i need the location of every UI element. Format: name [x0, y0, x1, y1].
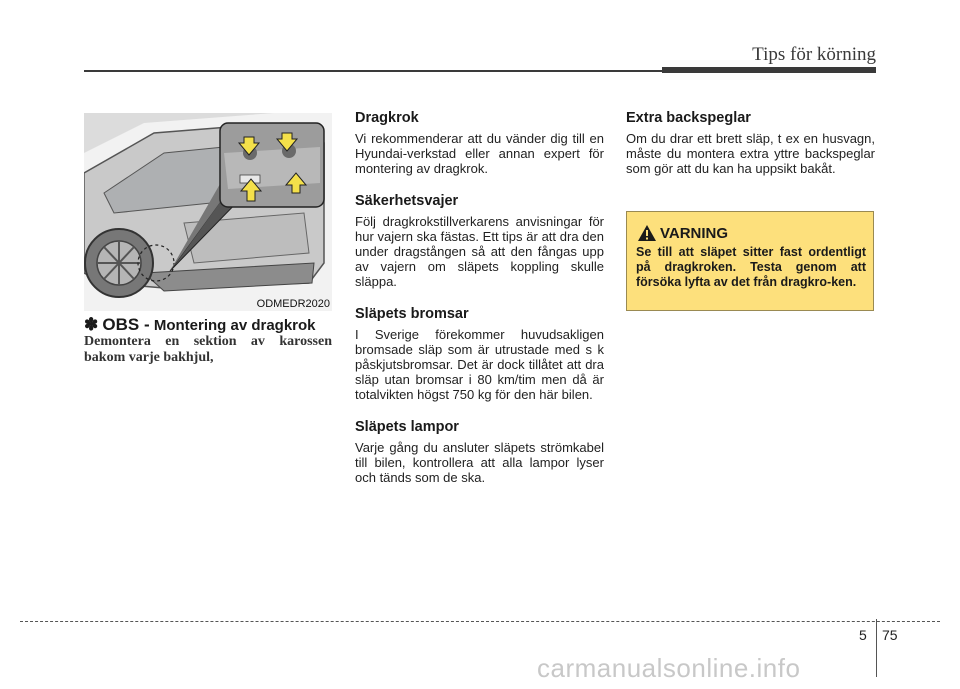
section-heading: Dragkrok: [355, 110, 419, 126]
obs-body: Demontera en sektion av karossen bakom varje bakhjul,: [84, 334, 332, 365]
warning-box: [626, 211, 874, 311]
warning-header: [637, 223, 728, 243]
obs-symbol: ✽: [84, 315, 99, 334]
section-extra-backspeglar: [626, 110, 875, 176]
header-rule: [84, 70, 662, 72]
section-slapets-lampor: [355, 419, 604, 485]
column-middle: [355, 110, 604, 502]
column-right: [626, 110, 875, 193]
section-sakerhetsvajer: [355, 193, 604, 289]
rear-car-illustration: [84, 113, 332, 311]
section-text: Vi rekommenderar att du vänder dig till en Hyundai-verkstad eller annan expert för montering av dragkrok.: [355, 131, 604, 176]
section-heading: Säkerhetsvajer: [355, 193, 459, 209]
obs-heading: [84, 315, 316, 335]
section-heading: Släpets bromsar: [355, 306, 469, 322]
obs-label: OBS -: [102, 315, 150, 334]
section-heading: Släpets lampor: [355, 419, 459, 435]
section-text: Om du drar ett brett släp, t ex en husvagn, måste du montera extra yttre backspeglar som gör att du kan ha uppsikt bakåt.: [626, 131, 875, 176]
page-number: 75: [882, 627, 898, 643]
car-rear-drawing: [84, 113, 332, 311]
warning-triangle-icon: [637, 224, 657, 242]
page-section-title: Tips för körning: [752, 44, 876, 65]
section-text: I Sverige förekommer huvudsakligen bromsade släp som är utrustade med s k påskjutsbromsar. Det är dock tillåtet att dra släp utan bromsar i 80 km/tim men då är totalvikten högst 750 kg för den här bilen.: [355, 327, 604, 402]
footer-rule: [20, 621, 940, 622]
figure-code: ODMEDR2020: [256, 298, 330, 310]
section-slapets-bromsar: [355, 306, 604, 402]
watermark: carmanualsonline.info: [537, 653, 801, 683]
warning-text: Se till att släpet sitter fast ordentligt på dragkroken. Testa genom att försöka lyfta av det från dragkro-ken.: [636, 245, 866, 289]
chapter-number: 5: [859, 627, 867, 643]
obs-heading-text: Montering av dragkrok: [153, 317, 316, 334]
section-text: Varje gång du ansluter släpets strömkabel till bilen, kontrollera att alla lampor lyser och tänds som de ska.: [355, 440, 604, 485]
section-text: Följ dragkrokstillverkarens anvisningar för hur vajern ska fästas. Ett tips är att dra den under dragstången så att den fångas upp av vajern om släpets koppling skulle släppa.: [355, 214, 604, 289]
section-heading: Extra backspeglar: [626, 110, 751, 126]
header-bar: [662, 67, 876, 73]
section-dragkrok: [355, 110, 604, 176]
footer-divider: [876, 619, 877, 677]
warning-title: VARNING: [660, 224, 729, 242]
